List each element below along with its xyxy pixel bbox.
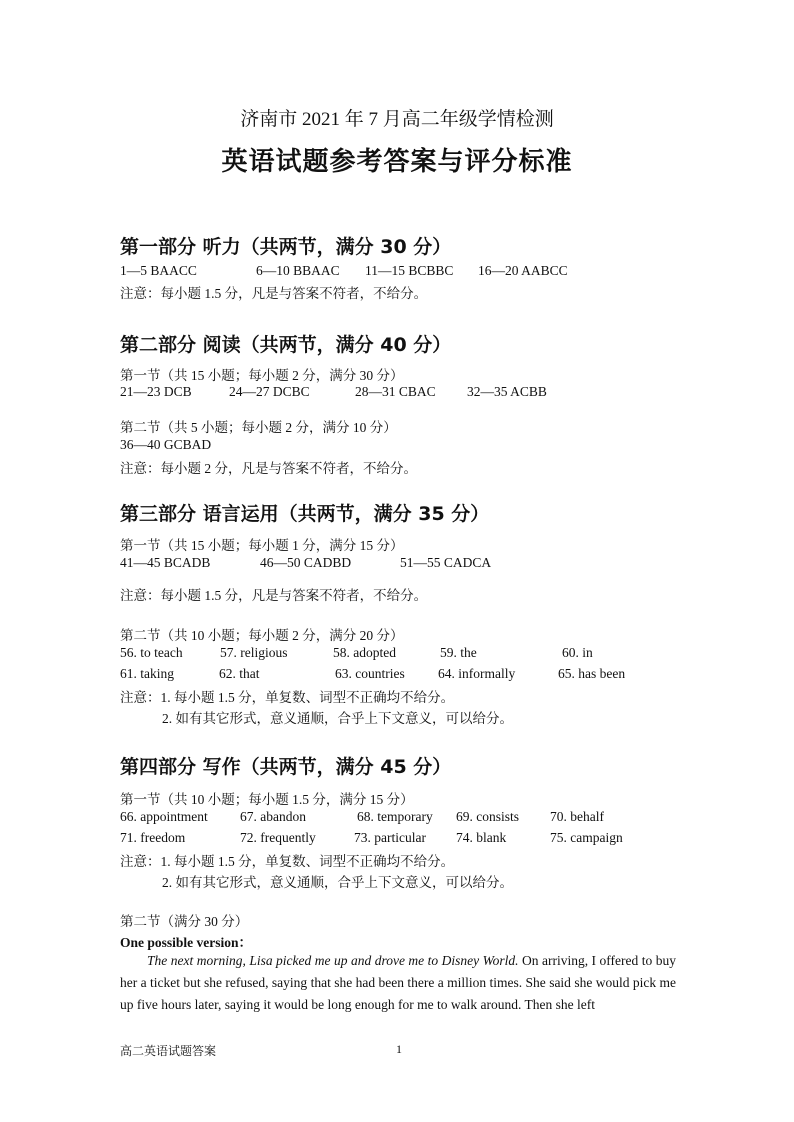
part4-row2-item-2: 72. frequently bbox=[240, 830, 316, 845]
part2-sec1-title: 第一节（共 15 小题；每小题 2 分，满分 30 分） bbox=[120, 368, 404, 383]
part1-answer-3: 11—15 BCBBC bbox=[365, 263, 454, 278]
part3-row2-item-5: 65. has been bbox=[558, 666, 626, 681]
part4-sec1-title: 第一节（共 10 小题；每小题 1.5 分，满分 15 分） bbox=[120, 792, 414, 807]
part2-sec1-answer-1: 21—23 DCB bbox=[120, 384, 192, 399]
part3-sec2-title: 第二节（共 10 小题；每小题 2 分，满分 20 分） bbox=[120, 628, 404, 643]
part3-row2-item-3: 63. countries bbox=[335, 666, 405, 681]
part3-row2-item-2: 62. that bbox=[219, 666, 260, 681]
part4-sec2-title: 第二节（满分 30 分） bbox=[120, 914, 249, 929]
part4-row1-item-3: 68. temporary bbox=[357, 809, 433, 824]
part4-row1-item-1: 66. appointment bbox=[120, 809, 208, 824]
part4-row2-item-3: 73. particular bbox=[354, 830, 426, 845]
part3-sec1-answer-3: 51—55 CADCA bbox=[400, 555, 492, 570]
part4-row2-item-5: 75. campaign bbox=[550, 830, 623, 845]
part2-sec1-answer-4: 32—35 ACBB bbox=[467, 384, 547, 399]
part3-heading: 第三部分 语言运用（共两节，满分 35 分） bbox=[120, 503, 490, 525]
essay-italic: The next morning, Lisa picked me up and drove me to Disney World. bbox=[147, 953, 519, 968]
part3-sec1-answer-1: 41—45 BCADB bbox=[120, 555, 211, 570]
part1-answer-1: 1—5 BAACC bbox=[120, 263, 197, 278]
sample-essay bbox=[120, 950, 676, 1016]
part4-row1-item-5: 70. behalf bbox=[550, 809, 604, 824]
part3-note-1: 注意：1. 每小题 1.5 分，单复数、词型不正确均不给分。 bbox=[120, 690, 455, 705]
part3-row1-item-5: 60. in bbox=[562, 645, 593, 660]
part1-answer-2: 6—10 BBAAC bbox=[256, 263, 340, 278]
part1-answer-4: 16—20 AABCC bbox=[478, 263, 568, 278]
document-title: 英语试题参考答案与评分标准 bbox=[221, 147, 573, 176]
page-number: 1 bbox=[396, 1042, 402, 1056]
part4-row1-item-2: 67. abandon bbox=[240, 809, 306, 824]
part3-row2-item-4: 64. informally bbox=[438, 666, 516, 681]
part4-row2-item-4: 74. blank bbox=[456, 830, 507, 845]
part3-row1-item-4: 59. the bbox=[440, 645, 477, 660]
part3-sec1-answer-2: 46—50 CADBD bbox=[260, 555, 352, 570]
part3-sec1-note: 注意：每小题 1.5 分，凡是与答案不符者，不给分。 bbox=[120, 588, 428, 603]
header-title: 济南市 2021 年 7 月高二年级学情检测 bbox=[240, 109, 554, 130]
part2-sec1-answer-2: 24—27 DCBC bbox=[229, 384, 310, 399]
part3-row1-item-1: 56. to teach bbox=[120, 645, 183, 660]
part1-heading: 第一部分 听力（共两节，满分 30 分） bbox=[120, 236, 452, 258]
version-label: One possible version： bbox=[120, 935, 253, 950]
part3-note-2: 2. 如有其它形式，意义通顺，合乎上下文意义，可以给分。 bbox=[162, 711, 513, 726]
footer-label: 高二英语试题答案 bbox=[120, 1044, 217, 1058]
part2-sec2-answer-1: 36—40 GCBAD bbox=[120, 437, 212, 452]
part4-heading: 第四部分 写作（共两节，满分 45 分） bbox=[120, 756, 452, 778]
part3-row1-item-2: 57. religious bbox=[220, 645, 288, 660]
part4-row2-item-1: 71. freedom bbox=[120, 830, 186, 845]
part2-note: 注意：每小题 2 分，凡是与答案不符者，不给分。 bbox=[120, 461, 417, 476]
part3-sec1-title: 第一节（共 15 小题；每小题 1 分，满分 15 分） bbox=[120, 538, 404, 553]
part2-sec2-title: 第二节（共 5 小题；每小题 2 分，满分 10 分） bbox=[120, 420, 397, 435]
part2-sec1-answer-3: 28—31 CBAC bbox=[355, 384, 436, 399]
part2-heading: 第二部分 阅读（共两节，满分 40 分） bbox=[120, 334, 452, 356]
part4-note-2: 2. 如有其它形式，意义通顺，合乎上下文意义，可以给分。 bbox=[162, 875, 513, 890]
part1-note: 注意：每小题 1.5 分，凡是与答案不符者，不给分。 bbox=[120, 286, 428, 301]
part3-row1-item-3: 58. adopted bbox=[333, 645, 396, 660]
part3-row2-item-1: 61. taking bbox=[120, 666, 174, 681]
part4-row1-item-4: 69. consists bbox=[456, 809, 520, 824]
essay-text: On arriving, I offered to buy her a ticket but she refused, saying that she had been there a million times. She said she would pick me up five hours later, saying it would be long enough for me to walk around. Then she left bbox=[120, 953, 676, 1012]
part4-note-1: 注意：1. 每小题 1.5 分，单复数、词型不正确均不给分。 bbox=[120, 854, 455, 869]
